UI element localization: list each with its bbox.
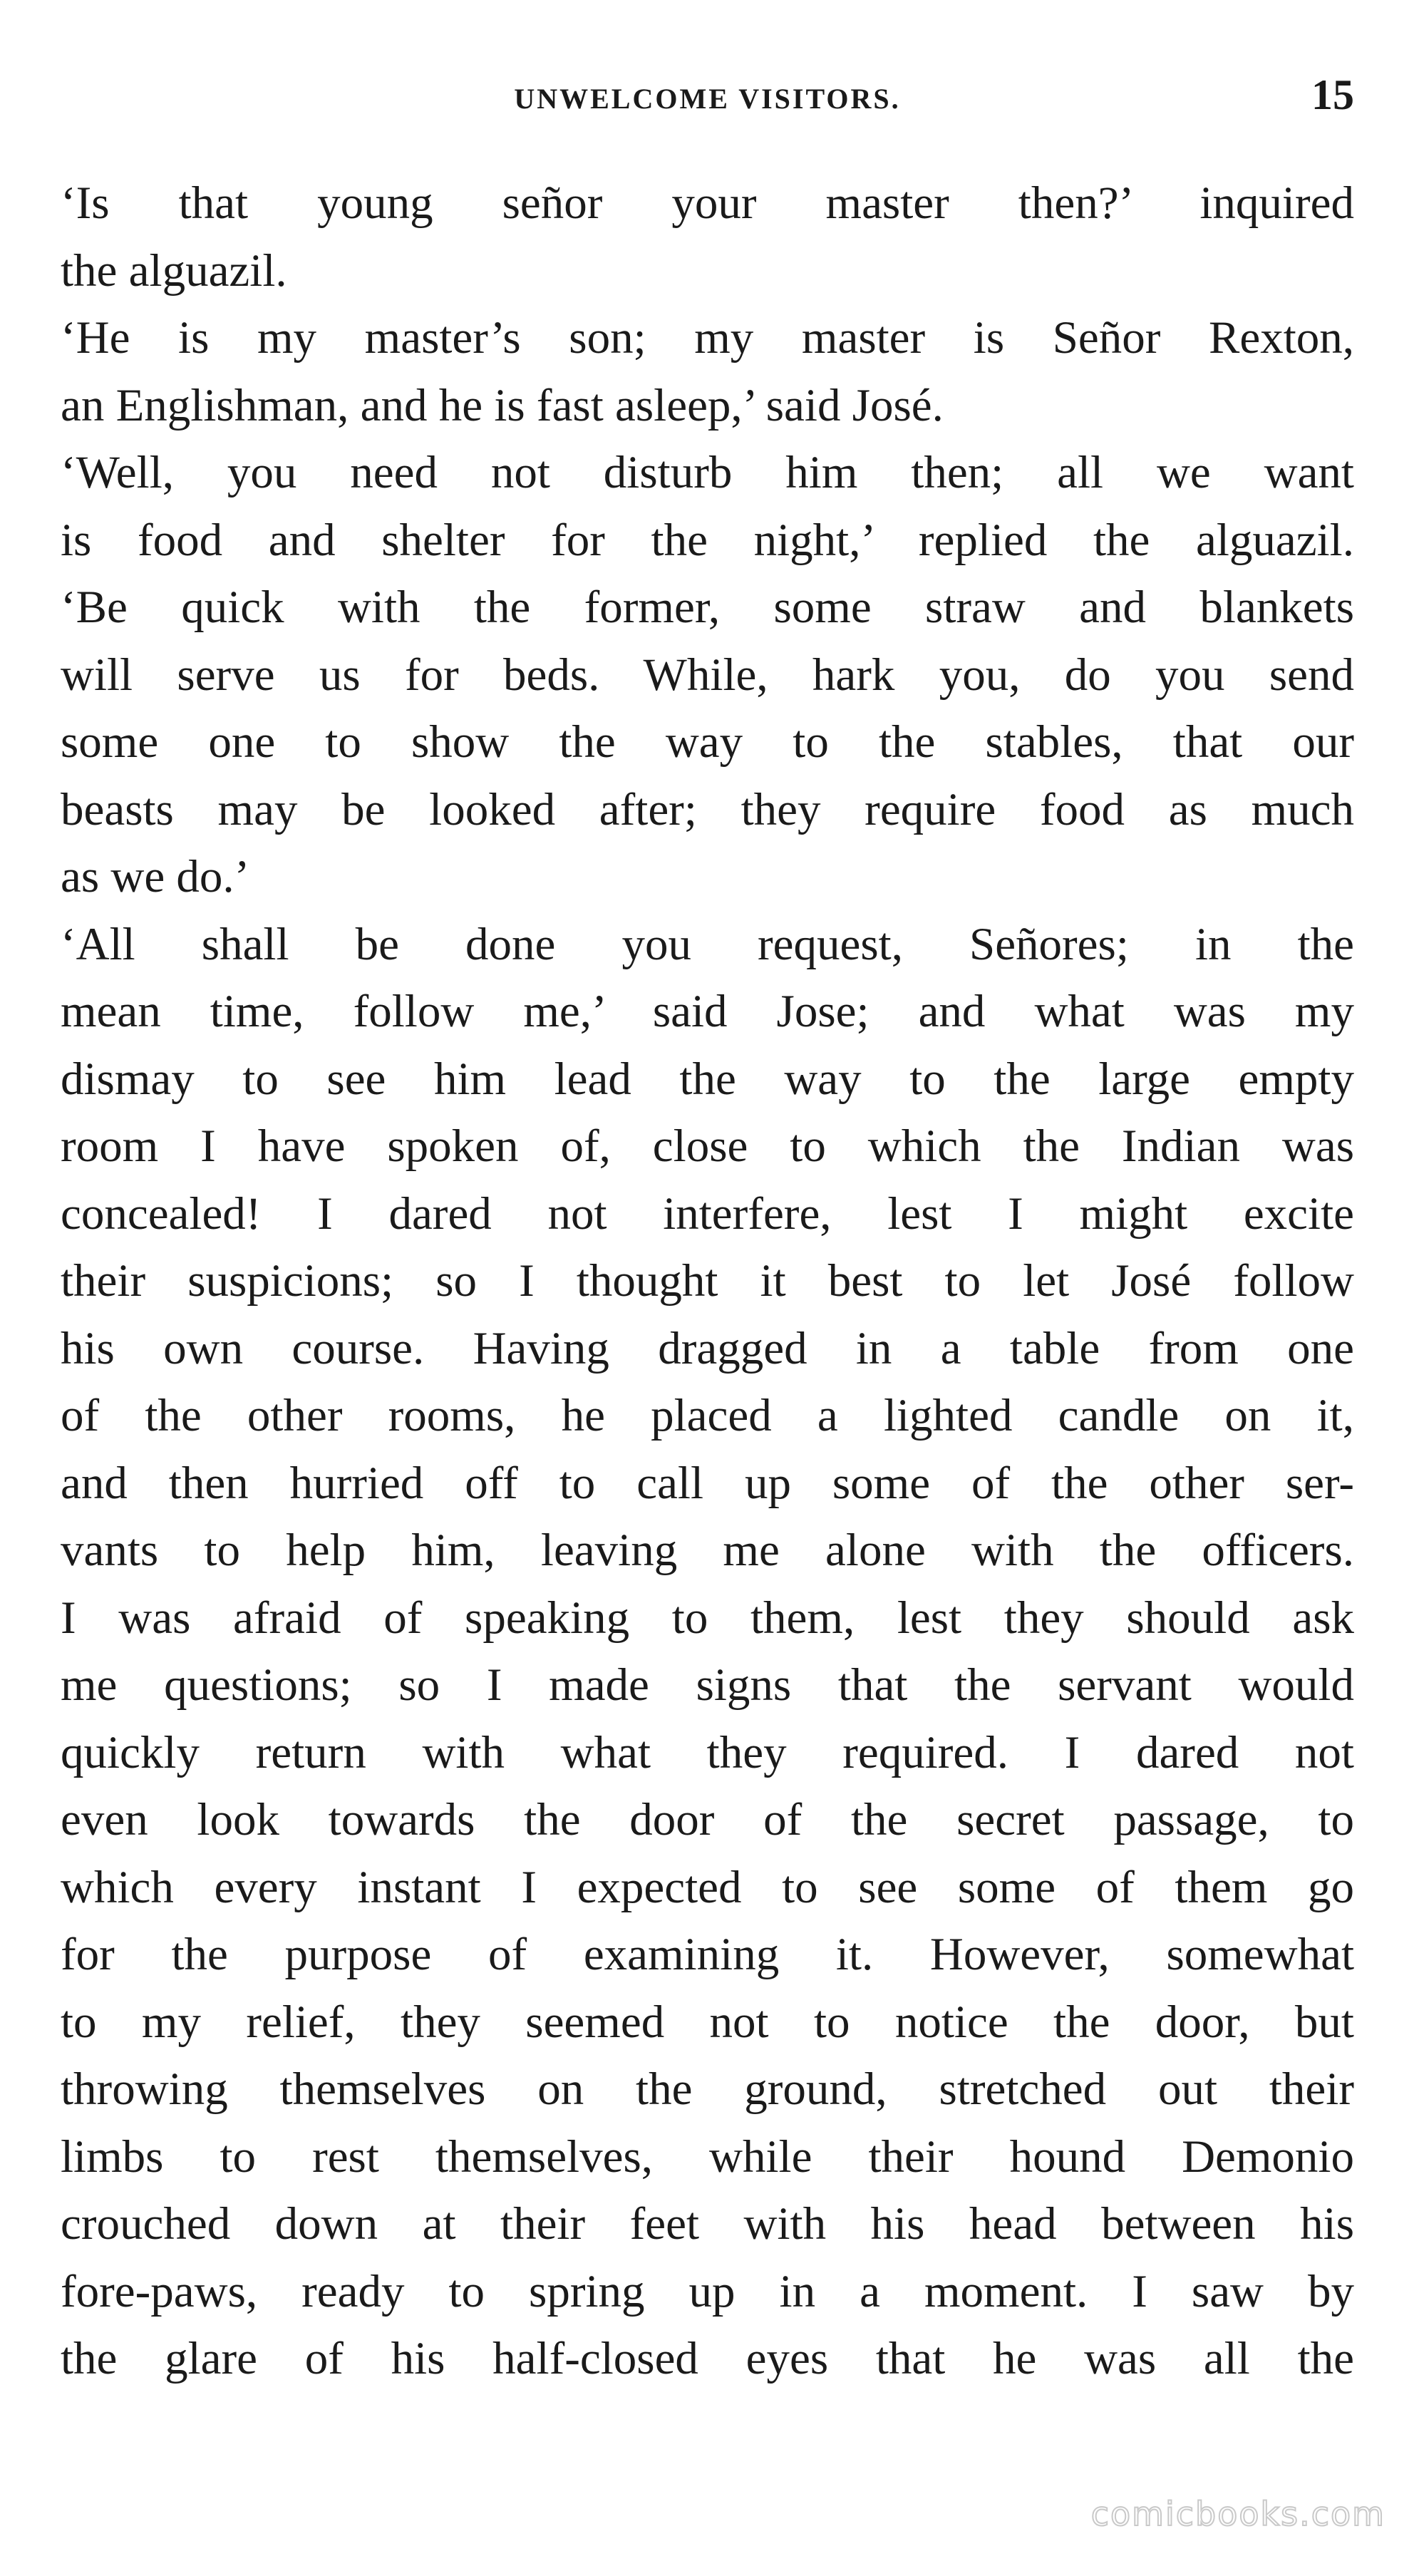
text-line: the glare of his half-closed eyes that he was all the (61, 2333, 1354, 2384)
text-line: their suspicions; so I thought it best to let José follow (61, 1255, 1354, 1307)
text-line: as we do.’ (61, 851, 250, 902)
text-line: ‘He is my master’s son; my master is Señor Rexton, (61, 312, 1354, 364)
text-line: an Englishman, and he is fast asleep,’ said José. (61, 379, 944, 431)
text-line: I was afraid of speaking to them, lest they should ask (61, 1592, 1354, 1644)
text-line: for the purpose of examining it. However, somewhat (61, 1929, 1354, 1980)
text-line: limbs to rest themselves, while their hound Demonio (61, 2131, 1354, 2183)
text-line: to my relief, they seemed not to notice the door, but (61, 1996, 1354, 2048)
text-line: fore-paws, ready to spring up in a moment. I saw by (61, 2265, 1354, 2317)
text-line: ‘Be quick with the former, some straw and blankets (61, 582, 1354, 633)
text-line: beasts may be looked after; they require food as much (61, 783, 1354, 835)
text-line: vants to help him, leaving me alone with the officers. (61, 1525, 1354, 1576)
text-line: the alguazil. (61, 244, 287, 297)
text-line: me questions; so I made signs that the servant would (61, 1659, 1354, 1711)
text-line: ‘Is that young señor your master then?’ inquired (61, 177, 1354, 229)
text-line: his own course. Having dragged in a table from one (61, 1322, 1354, 1374)
running-head: UNWELCOME VISITORS. (514, 83, 901, 115)
text-line: mean time, follow me,’ said Jose; and what was my (61, 986, 1354, 1037)
text-line: is food and shelter for the night,’ replied the alguazil. (61, 514, 1354, 566)
text-line: ‘All shall be done you request, Señores; in the (61, 918, 1354, 970)
text-line: some one to show the way to the stables, that our (61, 716, 1354, 768)
text-line: which every instant I expected to see some of them go (61, 1861, 1354, 1913)
page-header (61, 68, 1354, 125)
body-text (61, 170, 1354, 2393)
text-line: ‘Well, you need not disturb him then; all we want (61, 447, 1354, 498)
page-number: 15 (1311, 71, 1354, 118)
text-line: concealed! I dared not interfere, lest I might excite (61, 1187, 1354, 1240)
text-line: room I have spoken of, close to which the Indian was (61, 1120, 1354, 1172)
text-line: crouched down at their feet with his head between his (61, 2198, 1354, 2250)
text-line: throwing themselves on the ground, stretched out their (61, 2064, 1354, 2115)
text-line: dismay to see him lead the way to the large empty (61, 1053, 1354, 1105)
watermark: comicbooks.com (1090, 2495, 1385, 2533)
text-line: quickly return with what they required. I dared not (61, 1726, 1354, 1778)
text-line: of the other rooms, he placed a lighted candle on it, (61, 1390, 1354, 1441)
text-line: even look towards the door of the secret passage, to (61, 1794, 1354, 1845)
text-line: will serve us for beds. While, hark you, do you send (61, 649, 1354, 701)
text-line: and then hurried off to call up some of the other ser- (61, 1457, 1354, 1509)
